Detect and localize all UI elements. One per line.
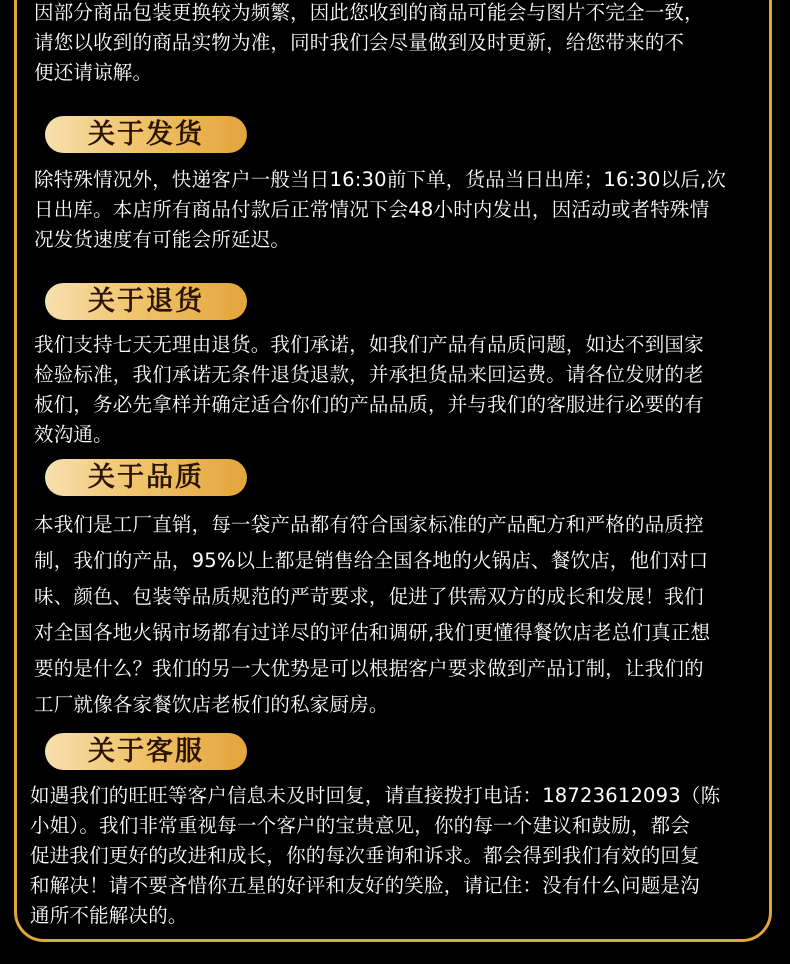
service-heading: 关于客服 (45, 733, 247, 770)
intro-line-3: 便还请谅解。 (34, 61, 153, 84)
intro-line-1: 因部分商品包装更换较为频繁，因此您收到的商品可能会与图片不完全一致， (34, 1, 704, 24)
quality-line-4: 对全国各地火锅市场都有过详尽的评估和调研,我们更懂得餐饮店老总们真正想 (34, 621, 711, 644)
quality-line-2: 制，我们的产品，95%以上都是销售给全国各地的火锅店、餐饮店，他们对口 (34, 549, 709, 572)
returns-paragraph (34, 330, 704, 450)
service-line-5: 通所不能解决的。 (30, 904, 188, 927)
service-paragraph (30, 781, 720, 931)
quality-line-5: 要的是什么？我们的另一大优势是可以根据客户要求做到产品订制，让我们的 (34, 657, 704, 680)
shipping-heading: 关于发货 (45, 116, 247, 153)
quality-heading: 关于品质 (45, 459, 247, 496)
service-line-2: 小姐）。我们非常重视每一个客户的宝贵意见，你的每一个建议和鼓励，都会 (30, 814, 691, 837)
shipping-paragraph (34, 165, 726, 255)
returns-line-4: 效沟通。 (34, 423, 113, 446)
service-line-1: 如遇我们的旺旺等客户信息未及时回复，请直接拨打电话：18723612093（陈 (30, 784, 721, 807)
shipping-line-2: 日出库。本店所有商品付款后正常情况下会48小时内发出，因活动或者特殊情 (34, 198, 710, 221)
intro-line-2: 请您以收到的商品实物为准，同时我们会尽量做到及时更新，给您带来的不 (34, 31, 685, 54)
returns-line-1: 我们支持七天无理由退货。我们承诺，如我们产品有品质问题，如达不到国家 (34, 333, 704, 356)
returns-heading: 关于退货 (45, 283, 247, 320)
shipping-line-3: 况发货速度有可能会所延迟。 (34, 228, 291, 251)
intro-paragraph (34, 0, 704, 88)
quality-line-3: 味、颜色、包装等品质规范的严苛要求，促进了供需双方的成长和发展！我们 (34, 585, 704, 608)
quality-line-1: 本我们是工厂直销，每一袋产品都有符合国家标准的产品配方和严格的品质控 (34, 513, 704, 536)
returns-line-2: 检验标准，我们承诺无条件退货退款，并承担货品来回运费。请各位发财的老 (34, 363, 704, 386)
service-line-4: 和解决！请不要吝惜你五星的好评和友好的笑脸，请记住：没有什么问题是沟 (30, 874, 700, 897)
quality-paragraph (34, 507, 710, 723)
service-line-3: 促进我们更好的改进和成长，你的每次垂询和诉求。都会得到我们有效的回复 (30, 844, 700, 867)
returns-line-3: 板们，务必先拿样并确定适合你们的产品品质，并与我们的客服进行必要的有 (34, 393, 704, 416)
shipping-line-1: 除特殊情况外，快递客户一般当日16:30前下单，货品当日出库；16:30以后,次 (34, 168, 727, 191)
quality-line-6: 工厂就像各家餐饮店老板们的私家厨房。 (34, 693, 389, 716)
